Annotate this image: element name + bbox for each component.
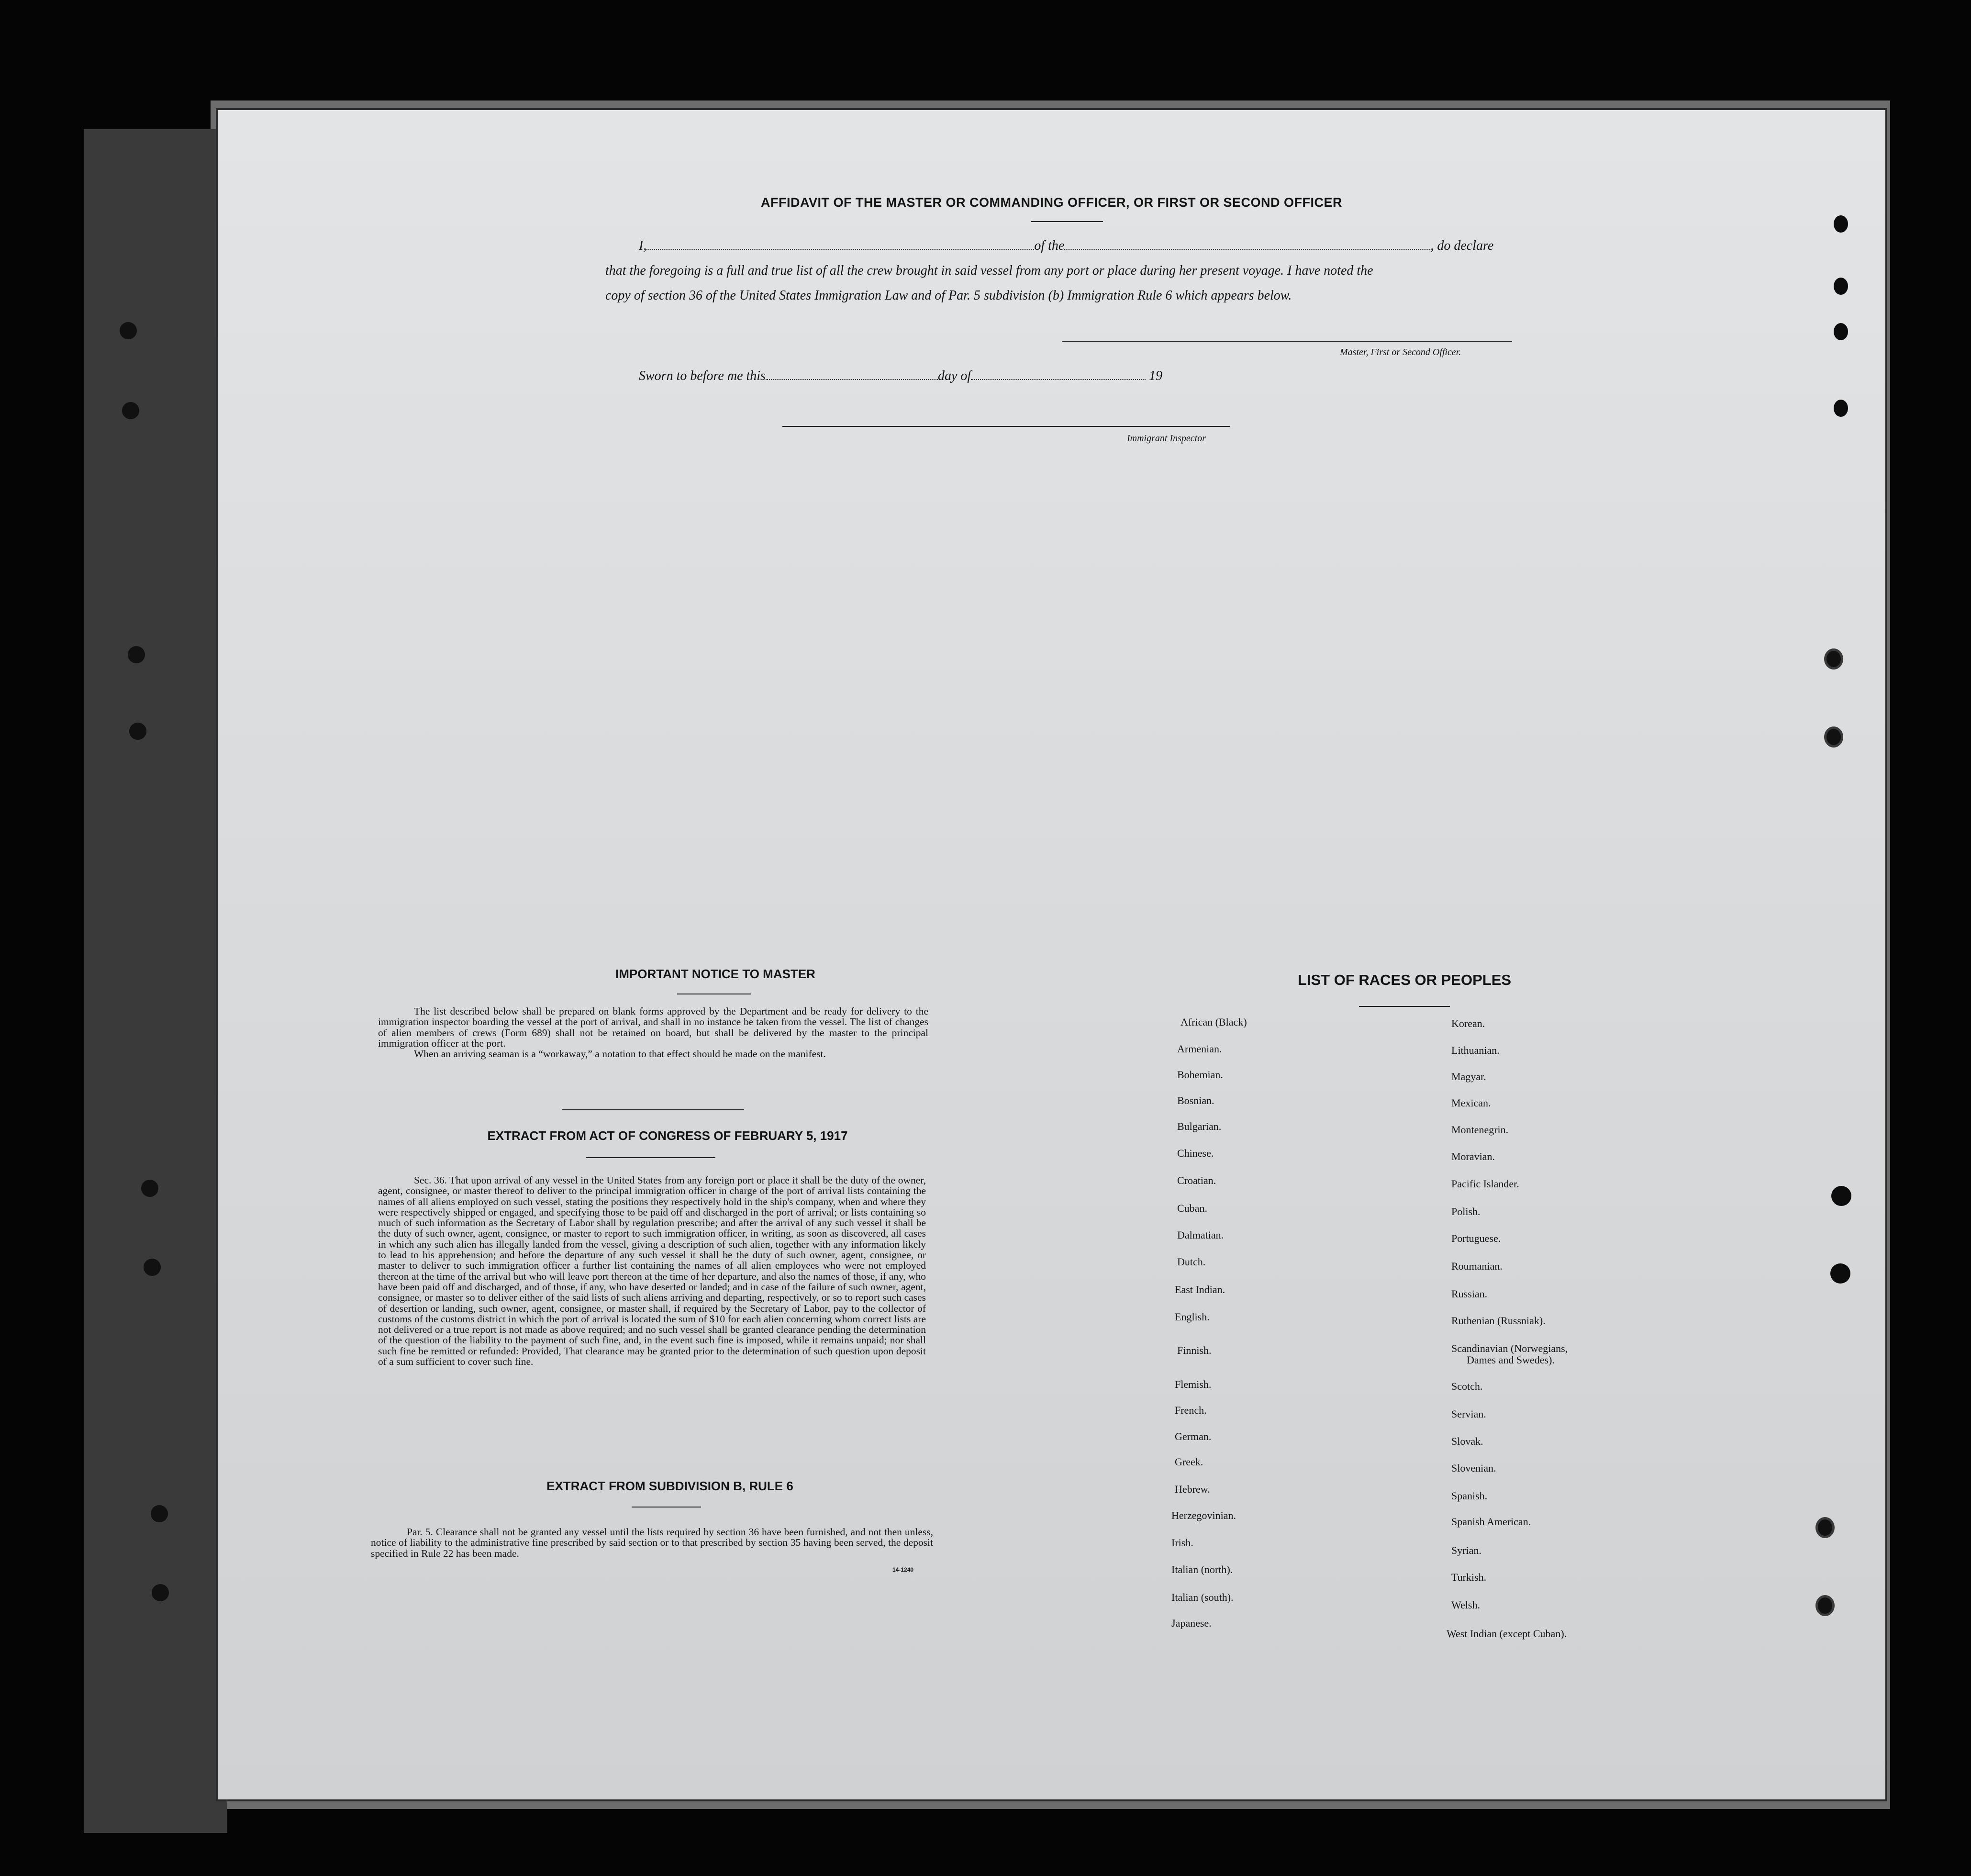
declarant-name-field[interactable] (646, 238, 1034, 250)
race-item: Dutch. (1177, 1256, 1206, 1268)
binder-hole (1824, 726, 1843, 748)
race-item: Irish. (1171, 1537, 1193, 1549)
race-item-continuation: Dames and Swedes). (1467, 1354, 1555, 1366)
race-item: Bosnian. (1177, 1094, 1214, 1106)
affidavit-declaration-line (639, 238, 1493, 254)
binder-hole (149, 1582, 171, 1604)
race-item: African (Black) (1180, 1016, 1247, 1028)
race-item: Croatian. (1177, 1174, 1216, 1186)
binder-hole (139, 1177, 161, 1199)
binder-hole (127, 720, 149, 742)
sworn-day-field[interactable] (766, 368, 938, 380)
binder-hole (1834, 278, 1848, 295)
act-extract-title: EXTRACT FROM ACT OF CONGRESS OF FEBRUARY 5, 1917 (487, 1128, 848, 1143)
document-page (218, 110, 1885, 1799)
binder-hole (125, 644, 147, 666)
master-signature-caption: Master, First or Second Officer. (1340, 347, 1461, 357)
binder-hole (117, 320, 139, 342)
race-item: Bulgarian. (1177, 1120, 1222, 1132)
rule-extract-text: Par. 5. Clearance shall not be granted any vessel until the lists required by section 36 have been furnished, and not then unless, notice of liability to the administrative fine prescribed by said section or to that prescribed by section 35 having been served, the deposit specified in Rule 22 has been made. (371, 1526, 933, 1559)
race-item: Welsh. (1451, 1599, 1480, 1611)
rule-title-underline (632, 1507, 701, 1508)
race-item: Chinese. (1177, 1147, 1214, 1159)
race-item: Scandinavian (Norwegians, (1451, 1342, 1568, 1354)
of-the-label: of the (1034, 238, 1065, 253)
race-item: Moravian. (1451, 1150, 1495, 1162)
form-number: 14-1240 (892, 1566, 914, 1573)
race-item: Dalmatian. (1177, 1229, 1224, 1241)
race-item: Ruthenian (Russniak). (1451, 1315, 1546, 1327)
notice-text (378, 1006, 928, 1059)
race-item: Lithuanian. (1451, 1044, 1500, 1056)
affidavit-title: AFFIDAVIT OF THE MASTER OR COMMANDING OFFICER, OR FIRST OR SECOND OFFICER (761, 195, 1342, 210)
race-item: East Indian. (1175, 1284, 1225, 1295)
binder-hole (1815, 1517, 1835, 1538)
notice-title: IMPORTANT NOTICE TO MASTER (615, 967, 815, 981)
race-item: Flemish. (1175, 1378, 1212, 1390)
affidavit-text-line-3: copy of section 36 of the United States Immigration Law and of Par. 5 subdivision (b) Immigration Rule 6 which appears below. (605, 288, 1292, 303)
race-item: Greek. (1175, 1456, 1203, 1468)
binder-hole (1815, 1595, 1835, 1616)
race-item: Magyar. (1451, 1071, 1486, 1083)
rule-extract-title: EXTRACT FROM SUBDIVISION B, RULE 6 (546, 1479, 793, 1493)
race-item: English. (1175, 1311, 1210, 1323)
race-item: Polish. (1451, 1206, 1481, 1217)
binder-hole (1834, 323, 1848, 340)
punch-hole (1830, 1263, 1850, 1284)
notice-paragraph-2: When an arriving seaman is a “workaway,” a notation to that effect should be made on the manifest. (414, 1048, 826, 1060)
race-item: French. (1175, 1404, 1207, 1416)
sworn-label: Sworn to before me this (639, 368, 766, 383)
inspector-signature-line[interactable] (782, 426, 1230, 427)
race-item: Armenian. (1177, 1043, 1222, 1055)
title-underline (1031, 221, 1103, 222)
race-item: Slovenian. (1451, 1462, 1496, 1474)
races-title-underline (1359, 1006, 1450, 1007)
race-item: Montenegrin. (1451, 1124, 1509, 1136)
binder-hole (148, 1503, 170, 1525)
race-item: Russian. (1451, 1288, 1488, 1300)
binder-hole (1834, 215, 1848, 233)
race-item: Japanese. (1171, 1617, 1212, 1629)
act-extract-text: Sec. 36. That upon arrival of any vessel in the United States from any foreign port or place it shall be the duty of the owner, agent, consignee, or master thereof to deliver to the principal immigration officer in charge of the port of arrival lists containing the names of all aliens employed on such vessel, stating the positions they respectively hold in the ship's company, when and where they were respectively shipped or engaged, and specifying those to be paid off and discharged in the port of arrival; or lists containing so much of such information as the Secretary of Labor shall by regulation prescribe; and after the arrival of any such vessel it shall be the duty of such owner, agent, consignee, or master to report to such immigration officer, in writing, as soon as discovered, all cases in which any such alien has illegally landed from the vessel, giving a description of such alien, together with any information likely to lead to his apprehension; and before the departure of any such vessel it shall be the duty of such owner, agent, consignee, or master to deliver to such immigration officer a further list containing the names of all alien employees who were not employed thereon at the time of the arrival but who will leave port thereon at the time of her departure, and also the names of those, if any, who have been paid off and discharged, and of those, if any, who have deserted or landed; and in case of the failure of such owner, agent, consignee, or master so to deliver either of the said lists of such aliens arriving and departing, respectively, or so to report such cases of desertion or landing, such owner, agent, consignee, or master shall, if required by the Secretary of Labor, pay to the collector of customs of the customs district in which the port of arrival is located the sum of $10 for each alien concerning whom correct lists are not delivered or a true report is not made as above required; and no such vessel shall be granted clearance pending the determination of the question of the liability to the payment of such fine, and, in the event such fine is imposed, while it remains unpaid; nor shall such fine be remitted or refunded: Provided, That clearance may be granted prior to the determination of such question upon deposit of a sum sufficient to cover such fine. (378, 1174, 926, 1368)
day-of-label: day of (937, 368, 971, 383)
sworn-line (639, 368, 1162, 384)
race-item: Spanish American. (1451, 1516, 1531, 1528)
race-item: Italian (south). (1171, 1591, 1234, 1603)
race-item: Italian (north). (1171, 1563, 1233, 1575)
year-prefix: 19 (1149, 368, 1163, 383)
race-item: Turkish. (1451, 1571, 1487, 1583)
declarant-label: I, (639, 238, 647, 253)
punch-hole (1831, 1186, 1851, 1206)
race-item: Portuguese. (1451, 1232, 1501, 1244)
race-item: Cuban. (1177, 1202, 1207, 1214)
binder-hole (1824, 648, 1843, 670)
race-item: Hebrew. (1175, 1483, 1210, 1495)
section-divider (562, 1109, 744, 1110)
sworn-month-field[interactable] (971, 368, 1146, 380)
binder-hole (141, 1256, 163, 1278)
declare-label: , do declare (1430, 238, 1494, 253)
race-item: Roumanian. (1451, 1260, 1503, 1272)
race-item: Slovak. (1451, 1435, 1483, 1447)
race-item: Spanish. (1451, 1490, 1488, 1502)
race-item: Korean. (1451, 1017, 1485, 1029)
race-item: Syrian. (1451, 1544, 1481, 1556)
affidavit-text-line-2: that the foregoing is a full and true list of all the crew brought in said vessel from any port or place during her present voyage. I have noted the (605, 263, 1373, 278)
notice-paragraph-1: The list described below shall be prepared on blank forms approved by the Department and be ready for delivery to the immigration inspector boarding the vessel at the port of arrival, and shall in no instance be taken from the vessel. The list of changes of alien members of crews (Form 689) shall not be retained on board, but shall be delivered by the master to the principal immigration officer at the port. (378, 1005, 928, 1049)
race-item: Servian. (1451, 1408, 1486, 1420)
race-item: Mexican. (1451, 1097, 1491, 1109)
race-item: Scotch. (1451, 1380, 1483, 1392)
races-title: LIST OF RACES OR PEOPLES (1297, 972, 1512, 988)
master-signature-line[interactable] (1062, 341, 1512, 342)
race-item: Pacific Islander. (1451, 1178, 1519, 1190)
binder-hole (120, 400, 142, 422)
vessel-name-field[interactable] (1064, 238, 1430, 250)
binder-hole (1834, 400, 1848, 417)
race-item: West Indian (except Cuban). (1447, 1628, 1567, 1640)
race-item: Herzegovinian. (1171, 1509, 1236, 1521)
act-title-underline (586, 1157, 715, 1158)
underlying-sheet-back (84, 129, 227, 1833)
race-item: Finnish. (1177, 1344, 1212, 1356)
race-item: German. (1175, 1430, 1212, 1442)
race-item: Bohemian. (1177, 1069, 1223, 1081)
inspector-caption: Immigrant Inspector (1127, 433, 1206, 444)
